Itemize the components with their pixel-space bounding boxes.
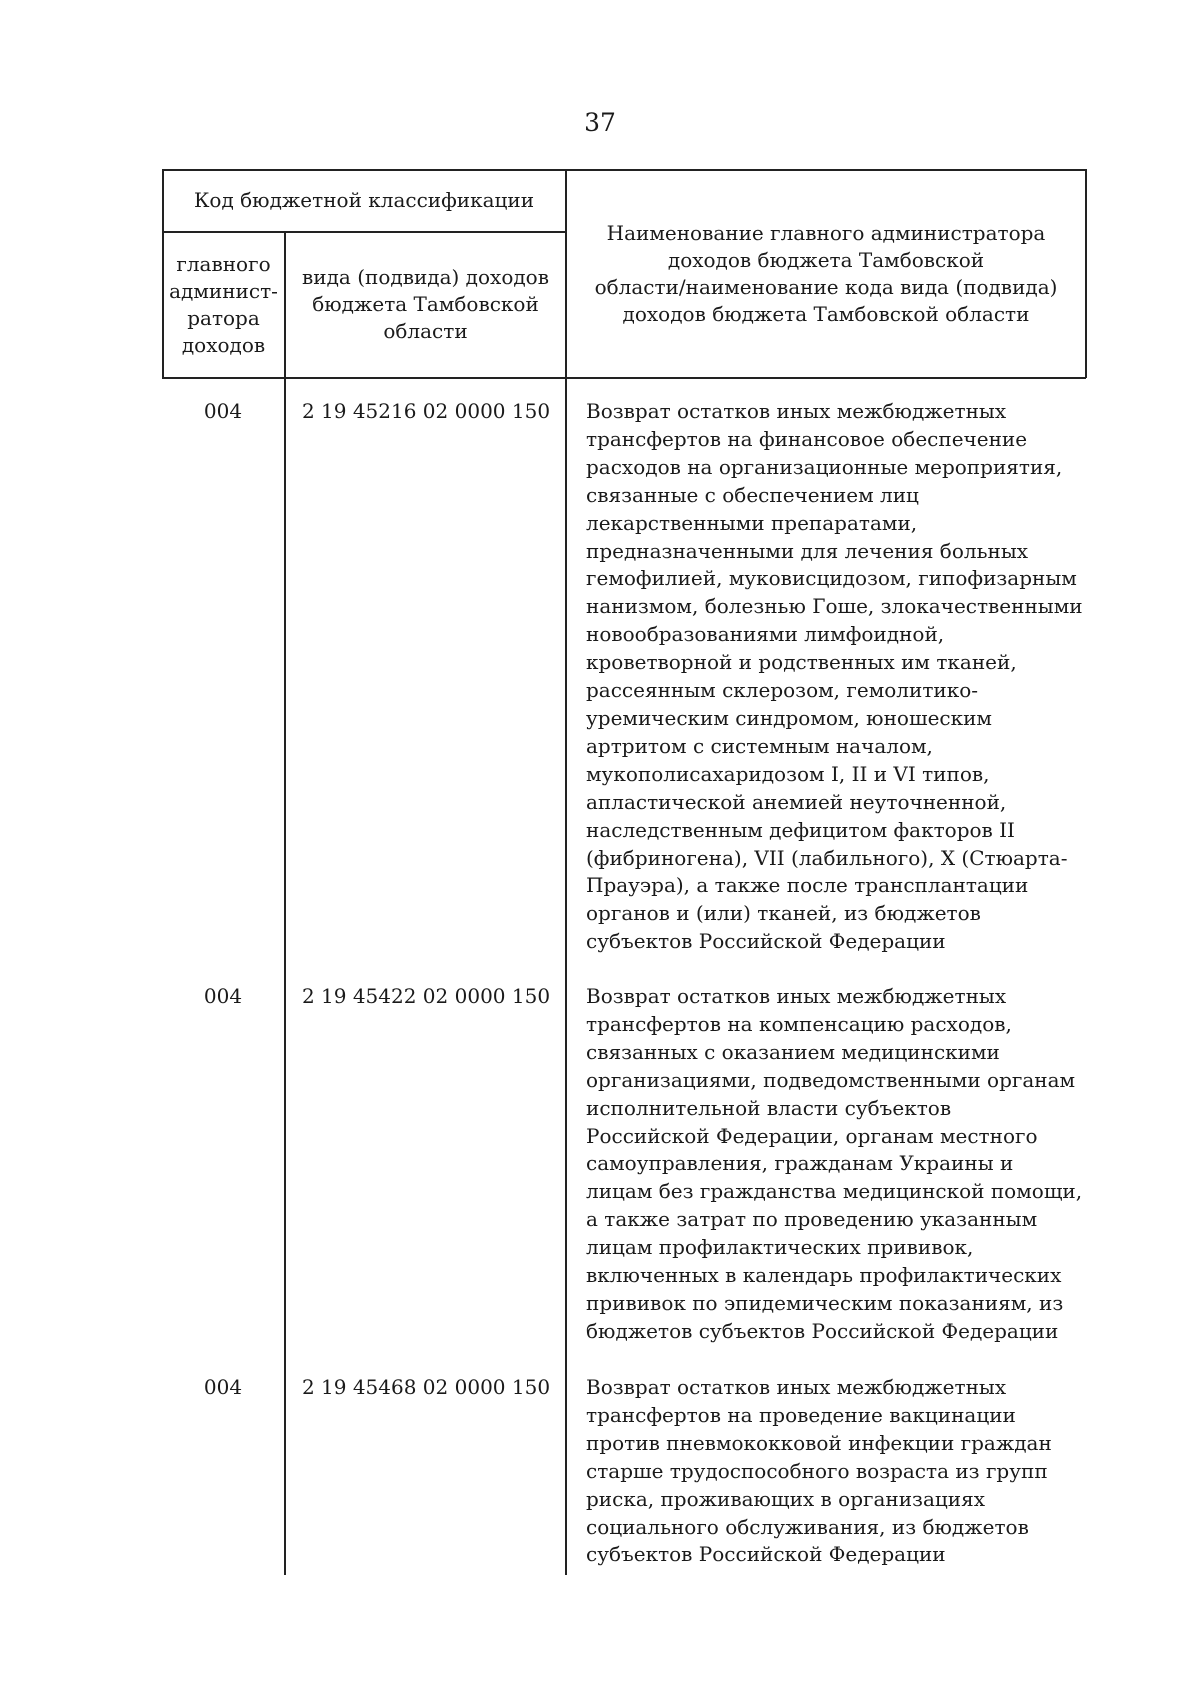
header-admin-line: доходов	[181, 332, 266, 357]
header-kind-line: бюджета Тамбовской	[312, 292, 539, 316]
kbk-code: 2 19 45216 02 0000 150	[301, 399, 551, 423]
description-line: включенных в календарь профилактических	[586, 1263, 1062, 1288]
header-kbk-group-label: Код бюджетной классификации	[193, 188, 535, 212]
row-description	[586, 983, 1096, 1346]
description-line: Возврат остатков иных межбюджетных	[586, 984, 1007, 1008]
description-line: наследственным дефицитом факторов II	[586, 817, 1015, 842]
header-admin-line: ратора	[187, 305, 260, 330]
header-name-column	[567, 170, 1085, 377]
description-line: субъектов Российской Федерации	[586, 929, 946, 954]
description-line: мукополисахаридозом I, II и VI типов,	[586, 761, 990, 786]
header-name-line: Наименование главного администратора	[606, 220, 1046, 245]
description-line: организациями, подведомственными органам	[586, 1067, 1076, 1092]
description-line: уремическим синдромом, юношеским	[586, 705, 992, 730]
description-line: против пневмококковой инфекции граждан	[586, 1430, 1052, 1455]
header-name-line: доходов бюджета Тамбовской области	[622, 301, 1030, 326]
header-kind-line: области	[383, 319, 468, 343]
header-kbk-group	[163, 170, 565, 231]
column-divider-kind	[565, 169, 567, 1575]
header-kind-column	[286, 232, 565, 377]
header-name-line: доходов бюджета Тамбовской	[667, 247, 985, 272]
description-line: а также затрат по проведению указанным	[586, 1207, 1038, 1232]
row-description	[586, 1374, 1096, 1569]
description-line: новообразованиями лимфоидной,	[586, 622, 945, 647]
description-line: субъектов Российской Федерации	[586, 1542, 946, 1567]
description-line: трансфертов на компенсацию расходов,	[586, 1011, 1012, 1036]
kbk-code: 2 19 45422 02 0000 150	[301, 984, 551, 1008]
description-line: старше трудоспособного возраста из групп	[586, 1458, 1048, 1483]
header-name-line: области/наименование кода вида (подвида)	[594, 274, 1058, 299]
description-line: прививок по эпидемическим показаниям, из	[586, 1290, 1064, 1315]
description-line: гемофилией, муковисцидозом, гипофизарным	[586, 566, 1077, 591]
description-line: связанных с оказанием медицинскими	[586, 1039, 1000, 1064]
admin-code: 004	[203, 399, 243, 423]
header-admin-column	[163, 232, 284, 377]
description-line: апластической анемией неуточненной,	[586, 789, 1007, 814]
description-line: трансфертов на финансовое обеспечение	[586, 426, 1028, 451]
description-line: Российской Федерации, органам местного	[586, 1123, 1038, 1148]
description-line: предназначенными для лечения больных	[586, 538, 1029, 563]
header-bottom-border	[162, 377, 1086, 379]
kbk-code: 2 19 45468 02 0000 150	[301, 1375, 551, 1399]
admin-code: 004	[203, 984, 243, 1008]
description-line: риска, проживающих в организациях	[586, 1486, 985, 1511]
description-line: бюджетов субъектов Российской Федерации	[586, 1318, 1059, 1343]
description-line: исполнительной власти субъектов	[586, 1095, 952, 1120]
description-line: расходов на организационные мероприятия,	[586, 454, 1063, 479]
description-line: социального обслуживания, из бюджетов	[586, 1514, 1029, 1539]
table-right-border	[1085, 169, 1087, 378]
header-admin-line: админист-	[169, 278, 278, 303]
description-line: кроветворной и родственных им тканей,	[586, 650, 1017, 675]
description-line: самоуправления, гражданам Украины и	[586, 1151, 1014, 1176]
description-line: Прауэра), а также после трансплантации	[586, 873, 1029, 898]
description-line: органов и (или) тканей, из бюджетов	[586, 901, 981, 926]
description-line: рассеянным склерозом, гемолитико-	[586, 678, 979, 703]
description-line: (фибриногена), VII (лабильного), X (Стюарта-	[586, 845, 1068, 870]
description-line: лицам без гражданства медицинской помощи,	[586, 1179, 1083, 1204]
page-number: 37	[584, 108, 616, 137]
description-line: лицам профилактических прививок,	[586, 1235, 974, 1260]
description-line: лекарственными препаратами,	[586, 510, 918, 535]
header-kind-line: вида (подвида) доходов	[302, 265, 549, 289]
description-line: нанизмом, болезнью Гоше, злокачественными	[586, 594, 1083, 619]
description-line: связанные с обеспечением лиц	[586, 482, 919, 507]
description-line: артритом с системным началом,	[586, 733, 933, 758]
description-line: трансфертов на проведение вакцинации	[586, 1402, 1016, 1427]
description-line: Возврат остатков иных межбюджетных	[586, 1375, 1007, 1399]
header-admin-line: главного	[176, 251, 271, 276]
admin-code: 004	[203, 1375, 243, 1399]
description-line: Возврат остатков иных межбюджетных	[586, 399, 1007, 423]
row-description	[586, 398, 1096, 956]
